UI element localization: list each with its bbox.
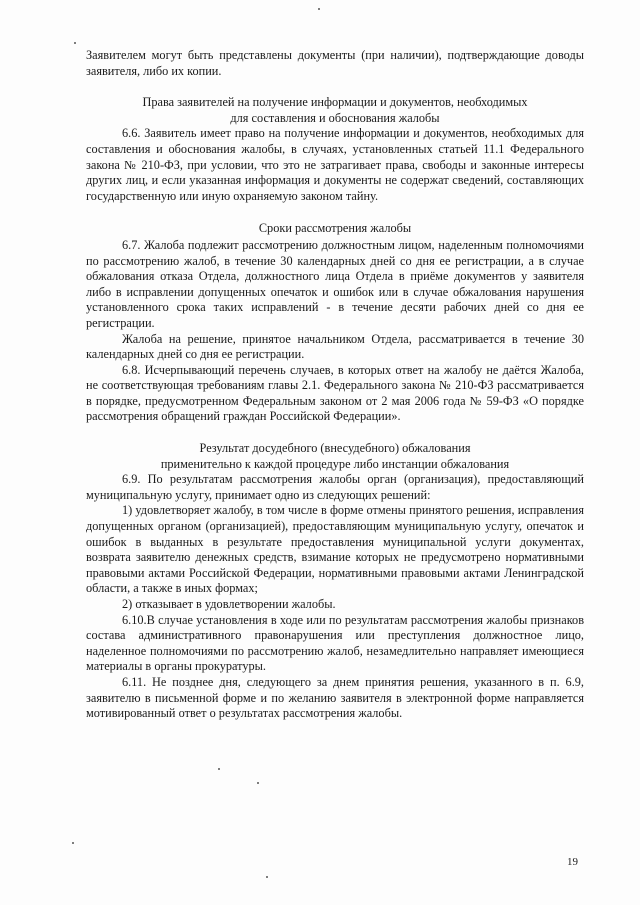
- scan-speck: [72, 842, 74, 844]
- list-item-2: 2) отказывает в удовлетворении жалобы.: [122, 597, 336, 611]
- document-body: [86, 48, 584, 722]
- page-number: 19: [567, 856, 578, 868]
- paragraph-6-11: 6.11. Не позднее дня, следующего за днем принятия решения, указанного в п. 6.9, заявителю в письменной форме и по желанию заявителя в электронной форме направляется мотивированный ответ о результатах рассмотрения жалобы.: [86, 674, 584, 721]
- section-heading-rights-line2: для составления и обоснования жалобы: [230, 110, 440, 125]
- scan-speck: [218, 768, 220, 770]
- paragraph-6-8: 6.8. Исчерпывающий перечень случаев, в которых ответ на жалобу не даётся Жалоба, не соответствующая требованиям главы 2.1. Федерального закона № 210-ФЗ рассматривается в порядке, предусмотренном Федеральным законом от 2 мая 2006 года № 59-ФЗ «О порядке рассмотрения обращений граждан Российской Федерации».: [86, 362, 584, 424]
- section-heading-rights-line1: Права заявителей на получение информации и документов, необходимых: [142, 95, 528, 110]
- paragraph-6-9: 6.9. По результатам рассмотрения жалобы орган (организация), предоставляющий муниципальную услугу, принимает одно из следующих решений:: [86, 472, 584, 502]
- paragraph-6-10: 6.10.В случае установления в ходе или по результатам рассмотрения жалобы признаков состава административного правонарушения или преступления должностное лицо, наделенное полномочиями по рассмотрению жалоб, незамедлительно направляет имеющиеся материалы в органы прокуратуры.: [86, 612, 584, 674]
- section-heading-terms: Сроки рассмотрения жалобы: [258, 221, 412, 236]
- scan-speck: [266, 876, 268, 878]
- section-heading-result-line1: Результат досудебного (внесудебного) обжалования: [199, 441, 471, 456]
- section-heading-result-line2: применительно к каждой процедуре либо инстанции обжалования: [160, 456, 510, 471]
- section-heading-rights: [86, 95, 584, 126]
- list-item-1: 1) удовлетворяет жалобу, в том числе в форме отмены принятого решения, исправления допущенных органом (организацией), предоставляющим муниципальную услугу, опечаток и ошибок в выданных в результате предоставления муниципальной услуги документах, возврата заявителю денежных средств, взимание которых не предусмотрено нормативными правовыми актами Российской Федерации, нормативными правовыми актами Ленинградской области, а также в иных формах;: [86, 503, 584, 596]
- paragraph-6-6: 6.6. Заявитель имеет право на получение информации и документов, необходимых для составления и обоснования жалобы, в случаях, установленных статьей 11.1 Федерального закона № 210-ФЗ, при условии, что это не затрагивает права, свободы и законные интересы других лиц, и если указанная информация и документы не содержат сведений, составляющих государственную или иную охраняемую законом тайну.: [86, 126, 584, 203]
- scan-speck: [257, 782, 259, 784]
- paragraph-6-7: 6.7. Жалоба подлежит рассмотрению должностным лицом, наделенным полномочиями по рассмотрению жалоб, в течение 30 календарных дней со дня ее регистрации, а в случае обжалования отказа Отдела, должностного лица Отдела в приёме документов у заявителя либо в исправлении допущенных опечаток и ошибок или в случае обжалования нарушения установленного срока таких исправлений - в течение десяти рабочих дней со дня ее регистрации.: [86, 237, 584, 330]
- intro-paragraph: Заявителем могут быть представлены документы (при наличии), подтверждающие доводы заявителя, либо их копии.: [86, 48, 584, 78]
- scan-speck: [74, 42, 76, 44]
- scan-speck: [318, 8, 320, 10]
- paragraph-head-decision: Жалоба на решение, принятое начальником Отдела, рассматривается в течение 30 календарных дней со дня ее регистрации.: [86, 331, 584, 362]
- section-heading-result: [86, 441, 584, 472]
